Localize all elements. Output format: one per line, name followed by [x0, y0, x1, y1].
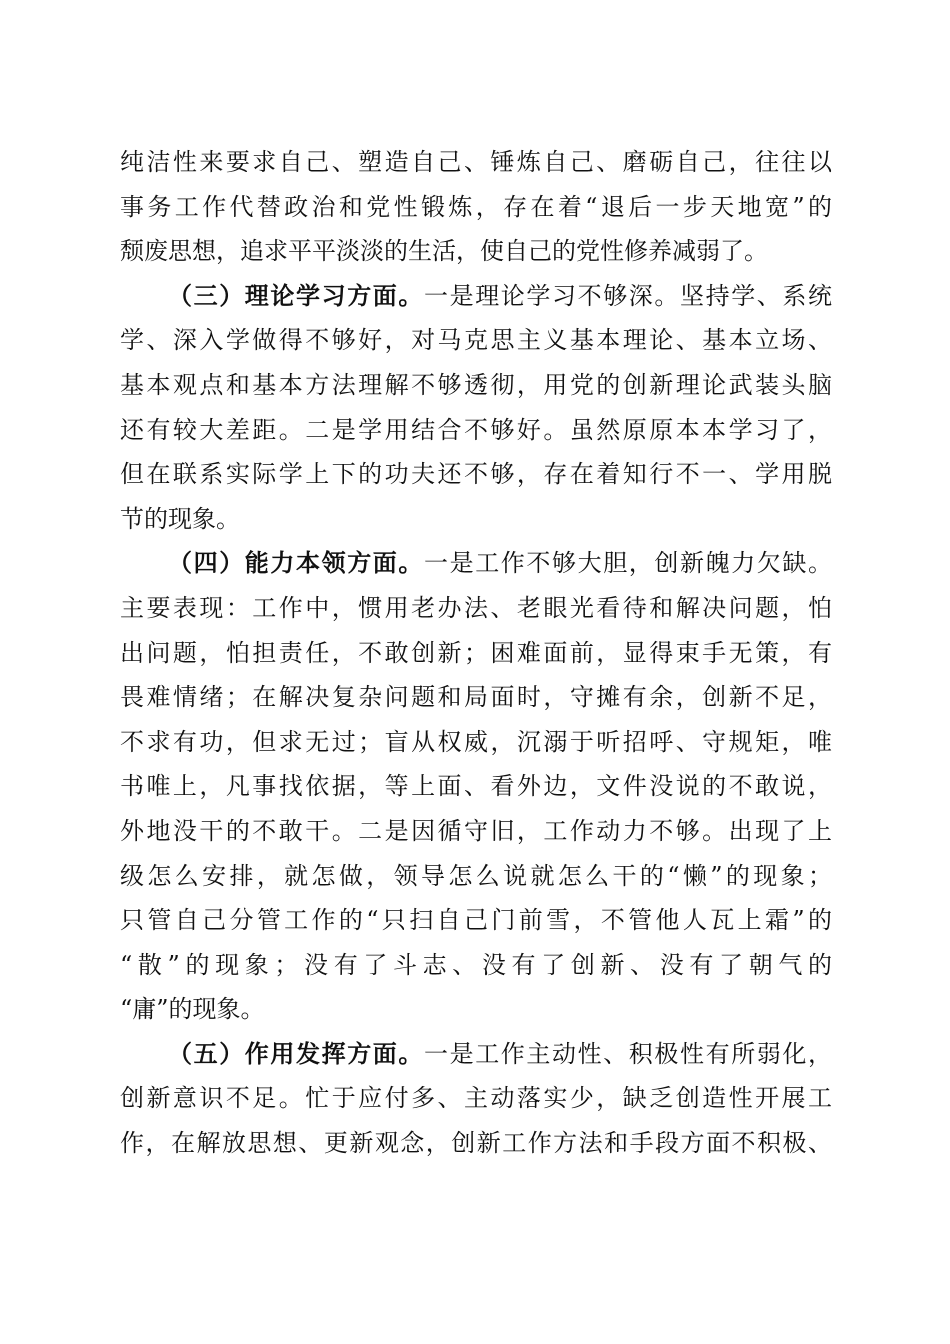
text-line: 作，在解放思想、更新观念，创新工作方法和手段方面不积极、 — [120, 1129, 832, 1158]
section-heading: （三）理论学习方面。 — [168, 280, 424, 310]
text-line: 事务工作代替政治和党性锻炼，存在着“退后一步天地宽”的 — [120, 192, 832, 221]
text-line: 但在联系实际学上下的功夫还不够，存在着知行不一、学用脱 — [120, 460, 832, 489]
text-run: 一是理论学习不够深。坚持学、系统 — [424, 281, 832, 310]
paragraph-continuation — [120, 140, 832, 274]
text-line: 书唯上，凡事找依据，等上面、看外边，文件没说的不敢说， — [120, 772, 832, 801]
text-line: “庸”的现象。 — [120, 995, 265, 1024]
text-line: 出问题，怕担责任，不敢创新；困难面前，显得束手无策，有 — [120, 638, 832, 667]
text-line: 主要表现：工作中，惯用老办法、老眼光看待和解决问题，怕 — [120, 593, 832, 622]
document-page — [120, 140, 832, 1166]
text-line: 还有较大差距。二是学用结合不够好。虽然原原本本学习了， — [120, 415, 832, 444]
text-line: 创新意识不足。忙于应付多、主动落实少，缺乏创造性开展工 — [120, 1084, 832, 1113]
text-line-first — [120, 1032, 832, 1077]
text-run: 一是工作主动性、积极性有所弱化， — [424, 1039, 832, 1068]
paragraph-theory-study — [120, 274, 832, 542]
text-line: 级怎么安排，就怎做，领导怎么说就怎么干的“懒”的现象； — [120, 861, 832, 890]
text-line: 只管自己分管工作的“只扫自己门前雪，不管他人瓦上霜”的 — [120, 906, 832, 935]
text-line: 学、深入学做得不够好，对马克思主义基本理论、基本立场、 — [120, 326, 832, 355]
text-line-first — [120, 541, 832, 586]
text-run: 一是工作不够大胆，创新魄力欠缺。 — [424, 549, 832, 578]
text-line: 畏难情绪；在解决复杂问题和局面时，守摊有余，创新不足， — [120, 683, 832, 712]
section-heading: （五）作用发挥方面。 — [168, 1038, 424, 1068]
text-line: 纯洁性来要求自己、塑造自己、锤炼自己、磨砺自己，往往以 — [120, 148, 832, 176]
text-line: 颓废思想，追求平平淡淡的生活，使自己的党性修养减弱了。 — [120, 237, 768, 266]
paragraph-ability — [120, 541, 832, 1032]
paragraph-role — [120, 1032, 832, 1166]
text-line: 基本观点和基本方法理解不够透彻，用党的创新理论武装头脑 — [120, 370, 832, 399]
text-line: 节的现象。 — [120, 504, 240, 533]
text-line-first — [120, 274, 832, 319]
section-heading: （四）能力本领方面。 — [168, 548, 424, 578]
text-line: 外地没干的不敢干。二是因循守旧，工作动力不够。出现了上 — [120, 816, 832, 845]
text-line: 不求有功，但求无过；盲从权威，沉溺于听招呼、守规矩，唯 — [120, 727, 832, 756]
text-line: “散”的现象；没有了斗志、没有了创新、没有了朝气的 — [120, 950, 832, 979]
